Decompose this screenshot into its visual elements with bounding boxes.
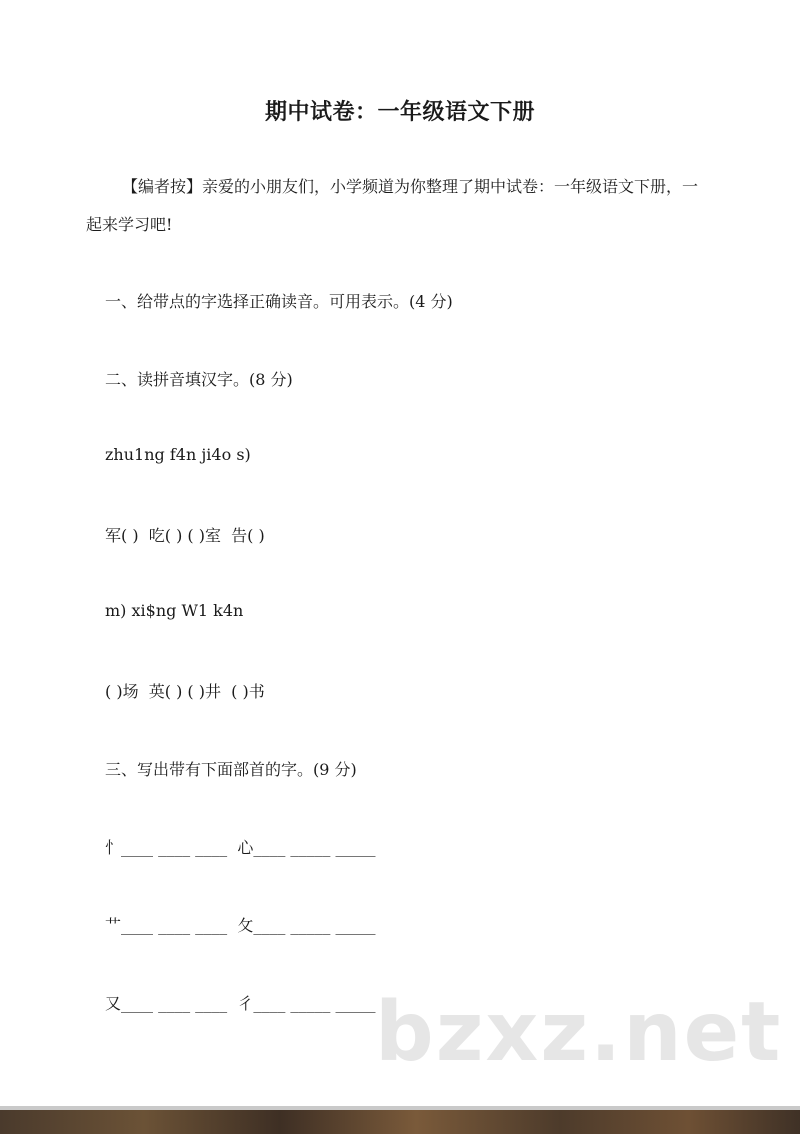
fill-row-2: ( )场 英( ) ( )井 ( )书 — [105, 682, 265, 701]
pinyin-row-2: m) xi$ng W1 k4n — [105, 601, 244, 620]
pinyin-row-1: zhu1ng f4n ji4o s) — [105, 445, 251, 464]
question-2-heading: 二、读拼音填汉字。(8 分) — [105, 370, 293, 389]
radical-row-3: 又____ ____ ____ 彳____ _____ _____ — [105, 994, 376, 1013]
document-title: 期中试卷：一年级语文下册 — [264, 100, 535, 125]
question-3-heading: 三、写出带有下面部首的字。(9 分) — [105, 760, 357, 779]
bottom-photo-strip — [0, 1110, 800, 1134]
question-1-heading: 一、给带点的字选择正确读音。可用表示。(4 分) — [105, 292, 453, 311]
fill-row-1: 军( ) 吃( ) ( )室 告( ) — [105, 526, 265, 545]
site-watermark: bzxz.net — [375, 985, 783, 1080]
editor-note: 【编者按】亲爱的小朋友们，小学频道为你整理了期中试卷：一年级语文下册，一起来学习吧! — [86, 177, 699, 234]
radical-row-2: 艹____ ____ ____ 攵____ _____ _____ — [105, 916, 376, 935]
radical-row-1: 忄____ ____ ____ 心____ _____ _____ — [105, 838, 376, 857]
